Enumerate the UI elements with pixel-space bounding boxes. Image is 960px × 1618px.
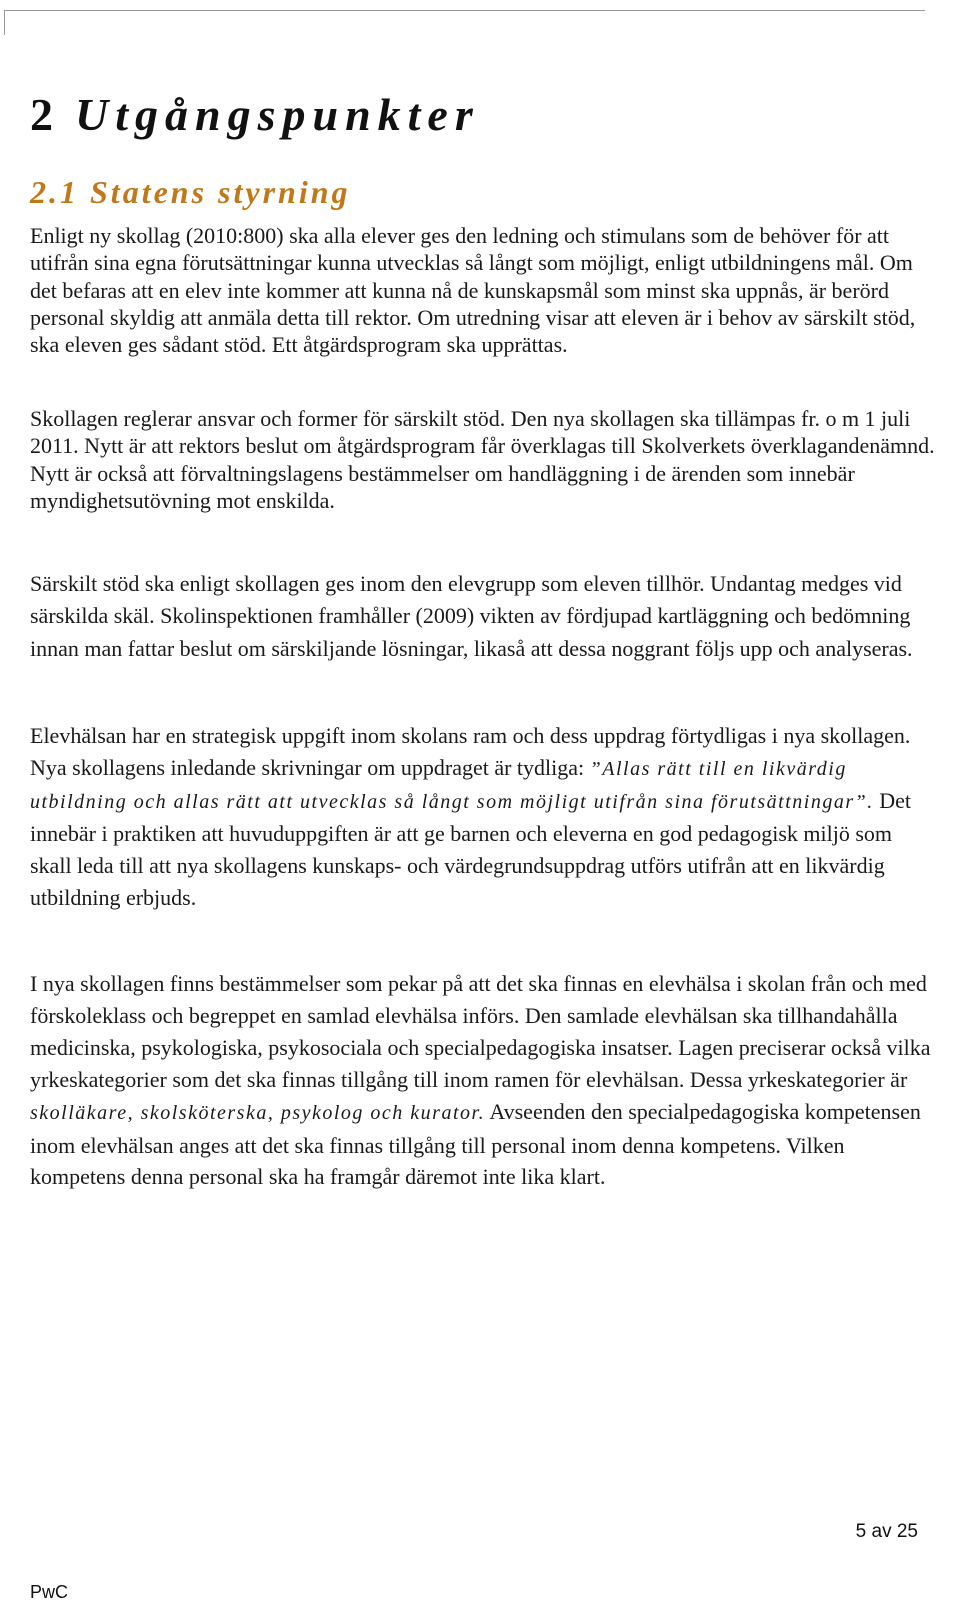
paragraph-5-rest: Avseenden den specialpedagogiska kompetensen inom elevhälsan anges att det ska finnas tillgång till personal inom denna kompetens. Vilken kompetens denna personal ska ha framgår däremot inte lika klart.	[30, 1098, 921, 1190]
chapter-heading	[30, 88, 480, 141]
chapter-title: Utgångspunkter	[75, 89, 480, 140]
paragraph-5-intro: I nya skollagen finns bestämmelser som pekar på att det ska finnas en elevhälsa i skolan från och med förskoleklass och begreppet en samlad elevhälsa införs. Den samlade elevhälsan ska tillhandahålla medicinska, psykologiska, psykosociala och specialpedagogiska insatser. Lagen preciserar också vilka yrkeskategorier som det ska finnas tillgång till inom ramen för elevhälsan. Dessa yrkeskategorier är	[30, 971, 931, 1092]
paragraph-1: Enligt ny skollag (2010:800) ska alla elever ges den ledning och stimulans som de behöver för att utifrån sina egna förutsättningar kunna utvecklas så långt som möjligt, enligt utbildningens mål. Om det befaras att en elev inte kommer att kunna nå de kunskapsmål som minst ska uppnås, är berörd personal skyldig att anmäla detta till rektor. Om utredning visar att eleven är i behov av särskilt stöd, ska eleven ges sådant stöd. Ett åtgärdsprogram ska upprättas.	[30, 223, 916, 358]
paragraph-4	[30, 720, 935, 914]
paragraph-3: Särskilt stöd ska enligt skollagen ges inom den elevgrupp som eleven tillhör. Undantag medges vid särskilda skäl. Skolinspektionen framhåller (2009) vikten av fördjupad kartläggning och bedömning innan man fattar beslut om särskiljande lösningar, likaså att dessa noggrant följs upp och analyseras.	[30, 571, 913, 661]
paragraph-2: Skollagen reglerar ansvar och former för särskilt stöd. Den nya skollagen ska tillämpas fr. o m 1 juli 2011. Nytt är att rektors beslut om åtgärdsprogram får överklagas till Skolverkets överklagandenämnd. Nytt är också att förvaltningslagens bestämmelser om handläggning i de ärenden som innebär myndighetsutövning mot enskilda.	[30, 406, 935, 513]
law-quote: ”Allas rätt till en likvärdig utbildning och allas rätt att utvecklas så långt som möjligt utifrån sina förutsättningar”.	[30, 758, 874, 813]
paragraph-5	[30, 968, 935, 1193]
page-corner-mark	[4, 10, 925, 35]
professions-list: skolläkare, skolsköterska, psykolog och kurator.	[30, 1101, 486, 1124]
paragraph-4-rest: Det innebär i praktiken att huvuduppgiften är att ge barnen och eleverna en god pedagogisk miljö som skall leda till att nya skollagens kunskaps- och värdegrundsuppdrag utförs utifrån att en likvärdig utbildning erbjuds.	[30, 788, 912, 910]
chapter-number: 2	[30, 89, 53, 140]
footer-brand: PwC	[30, 1582, 69, 1602]
page-number: 5 av 25	[855, 1521, 918, 1542]
paragraph-4-intro: Elevhälsan har en strategisk uppgift inom skolans ram och dess uppdrag förtydligas i nya skollagen. Nya skollagens inledande skrivningar om uppdraget är tydliga:	[30, 723, 911, 780]
section-heading: 2.1 Statens styrning	[30, 174, 351, 210]
